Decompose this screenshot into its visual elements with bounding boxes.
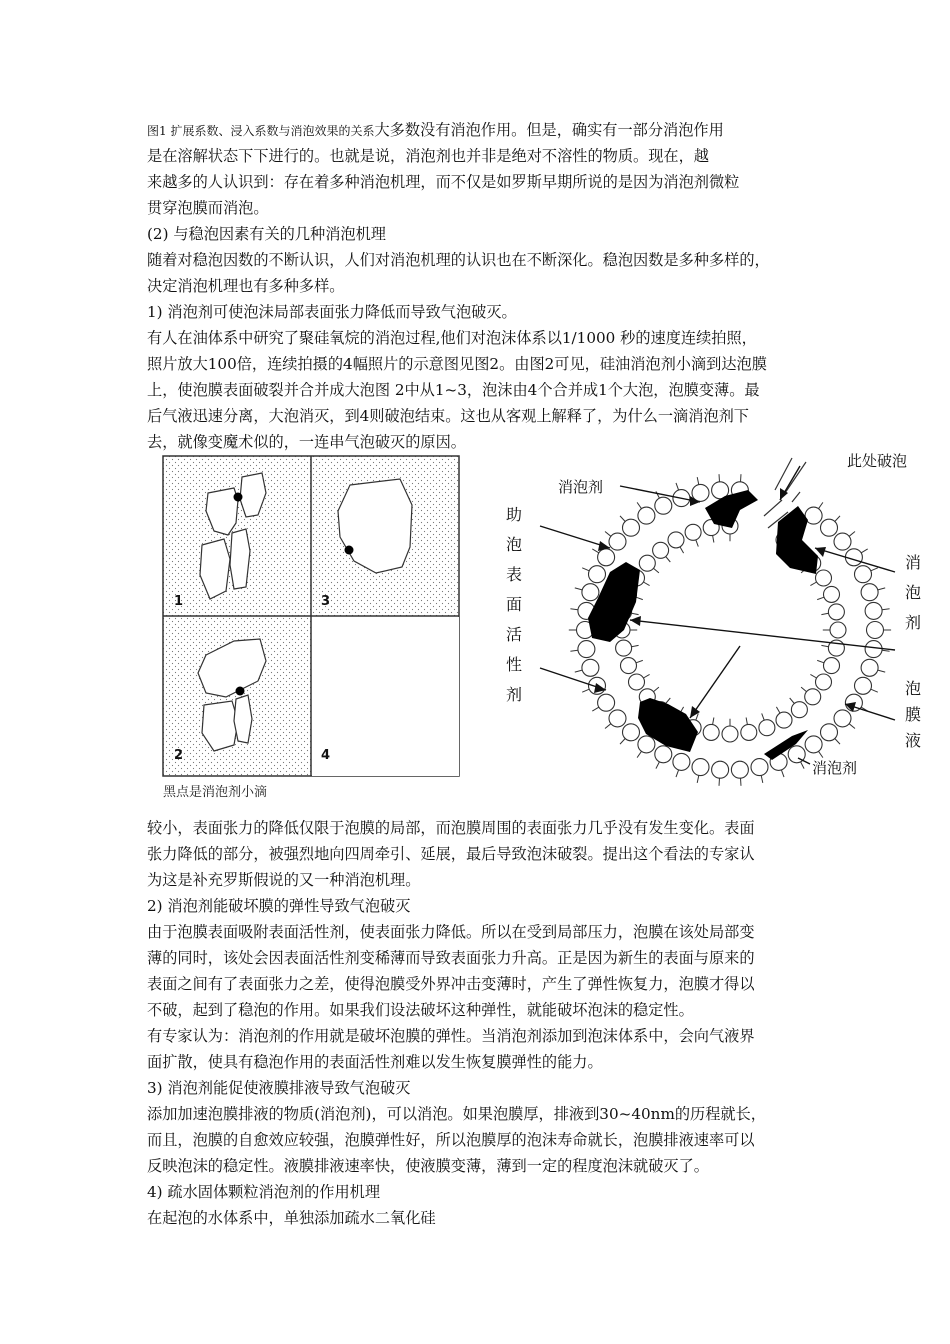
mech4-heading: 4) 疏水固体颗粒消泡剂的作用机理	[147, 1183, 381, 1201]
section2-line2: 决定消泡机理也有多种多样。	[147, 277, 345, 295]
mech1-heading: 1) 消泡剂可使泡沫局部表面张力降低而导致气泡破灭。	[147, 303, 517, 321]
svg-text:泡: 泡	[905, 583, 922, 602]
svg-text:膜: 膜	[905, 705, 922, 724]
bubble-diagram-svg	[500, 440, 940, 800]
mech1-line4: 后气液迅速分离，大泡消灭，到4则破泡结束。这也从客观上解释了，为什么一滴消泡剂下	[147, 407, 749, 425]
mech2-line6: 面扩散，使具有稳泡作用的表面活性剂难以发生恢复膜弹性的能力。	[147, 1053, 603, 1071]
mech3-heading: 3) 消泡剂能促使液膜排液导致气泡破灭	[147, 1079, 411, 1097]
label-defoamer-top: 消泡剂	[558, 478, 604, 496]
text-block-top	[147, 117, 812, 455]
mech3-line2: 而且，泡膜的自愈效应较强，泡膜弹性好，所以泡膜厚的泡沫寿命就长，泡膜排液速率可以	[147, 1131, 755, 1149]
panel4-background	[312, 617, 459, 776]
panel-label-2: 2	[174, 748, 184, 763]
mech1-line1: 有人在油体系中研究了聚硅氧烷的消泡过程,他们对泡沫体系以1/1000 秒的速度连续拍照，	[147, 329, 757, 347]
mech1-line5: 去，就像变魔术似的，一连串气泡破灭的原因。	[147, 433, 466, 451]
label-surfactant	[506, 505, 522, 704]
defoamer-droplet	[234, 493, 243, 502]
figure-defoaming-diagram	[500, 440, 940, 800]
mech2-line3: 表面之间有了表面张力之差，使得泡膜受外界冲击变薄时，产生了弹性恢复力，泡膜才得以	[147, 975, 755, 993]
mech3-line1: 添加加速泡膜排液的物质(消泡剂)，可以消泡。如果泡膜厚，排液到30~40nm的历程就长，	[147, 1105, 766, 1123]
svg-text:消: 消	[905, 553, 922, 572]
panel-label-4: 4	[321, 748, 331, 763]
svg-text:剂: 剂	[905, 613, 922, 632]
mech3-line3: 反映泡沫的稳定性。液膜排液速率快，使液膜变薄，薄到一定的程度泡沫就破灭了。	[147, 1157, 709, 1175]
mech1-line2: 照片放大100倍，连续拍摄的4幅照片的示意图见图2。由图2可见，硅油消泡剂小滴到达泡膜	[147, 355, 767, 373]
svg-text:泡: 泡	[905, 679, 922, 698]
svg-text:剂: 剂	[506, 685, 523, 704]
panel-label-3: 3	[321, 594, 331, 609]
mech2-line1: 由于泡膜表面吸附表面活性剂，使表面张力降低。所以在受到局部压力，泡膜在该处局部变	[147, 923, 755, 941]
defoamer-droplet	[345, 546, 354, 555]
para-after-line2: 张力降低的部分，被强烈地向四周牵引、延展，最后导致泡沫破裂。提出这个看法的专家认	[147, 845, 755, 863]
figure2-svg	[162, 455, 462, 780]
para1-line1: 图1 扩展系数、浸入系数与消泡效果的关系大多数没有消泡作用。但是，确实有一部分消泡作用	[147, 121, 724, 139]
para1-line4: 贯穿泡膜而消泡。	[147, 199, 269, 217]
label-defoamer-right	[905, 553, 921, 632]
svg-text:液: 液	[905, 731, 922, 750]
mech2-line5: 有专家认为：消泡剂的作用就是破坏泡膜的弹性。当消泡剂添加到泡沫体系中，会向气液界	[147, 1027, 755, 1045]
para1-line2: 是在溶解状态下下进行的。也就是说，消泡剂也并非是绝对不溶性的物质。现在，越	[147, 147, 709, 165]
text-block-bottom	[147, 815, 812, 1231]
mech2-line4: 不破，起到了稳泡的作用。如果我们设法破坏这种弹性，就能破坏泡沫的稳定性。	[147, 1001, 694, 1019]
svg-text:表: 表	[506, 565, 523, 584]
label-defoamer-bottom: 消泡剂	[812, 759, 858, 777]
para-after-line1: 较小，表面张力的降低仅限于泡膜的局部，而泡膜周围的表面张力几乎没有发生变化。表面	[147, 819, 755, 837]
svg-text:助: 助	[506, 505, 523, 524]
label-break-here: 此处破泡	[847, 452, 908, 470]
label-film-liquid	[905, 679, 921, 750]
figure2-panels	[162, 455, 462, 805]
section2-line1: 随着对稳泡因数的不断认识，人们对消泡机理的认识也在不断深化。稳泡因数是多种多样的，	[147, 251, 770, 269]
para-after-line3: 为这是补充罗斯假说的又一种消泡机理。	[147, 871, 421, 889]
svg-text:面: 面	[506, 595, 523, 614]
mech1-line3: 上，使泡膜表面破裂并合并成大泡图 2中从1~3，泡沫由4个合并成1个大泡，泡膜变薄。最	[147, 381, 760, 399]
panel-label-1: 1	[174, 594, 184, 609]
svg-text:性: 性	[506, 655, 523, 674]
mech2-heading: 2) 消泡剂能破坏膜的弹性导致气泡破灭	[147, 897, 411, 915]
figure1-caption: 图1 扩展系数、浸入系数与消泡效果的关系	[147, 124, 375, 138]
svg-text:活: 活	[506, 625, 523, 644]
svg-text:泡: 泡	[506, 535, 523, 554]
mech2-line2: 薄的同时，该处会因表面活性剂变稀薄而导致表面张力升高。正是因为新生的表面与原来的	[147, 949, 755, 967]
mech4-line1: 在起泡的水体系中，单独添加疏水二氧化硅	[147, 1209, 436, 1227]
section2-heading: (2) 与稳泡因素有关的几种消泡机理	[147, 225, 386, 243]
para1-line3: 来越多的人认识到：存在着多种消泡机理，而不仅是如罗斯早期所说的是因为消泡剂微粒	[147, 173, 740, 191]
figure2-caption: 黑点是消泡剂小滴	[163, 785, 268, 800]
defoamer-droplet	[236, 687, 245, 696]
